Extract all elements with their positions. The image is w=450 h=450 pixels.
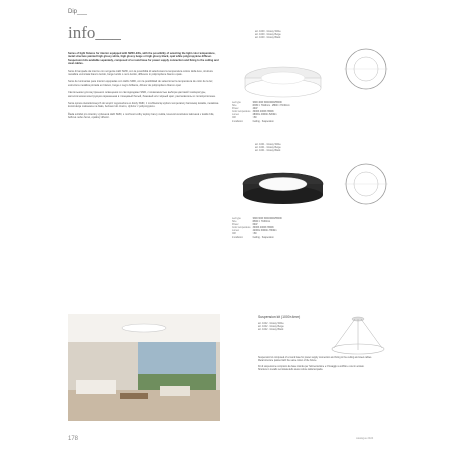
intro-cz: Řada svítidel pro interiéry vybavená LED SMD, s možností volby teploty barvy světla, kovová konstrukce lakovaná v lesklé bílé, béžové nebo černé, opálový difuzor. bbox=[68, 112, 215, 120]
intro-ru: Светильники для внутреннего освещения со светодиодами SMD, с возможностью выбора цветовой температуры, металлическая конструкция окрашенная в глянцевый белый, бежевый или чёрный цвет, рассеиватель из полипропилена. bbox=[68, 91, 216, 98]
spec-value: SMD 40W 3000/4000/6500K bbox=[252, 102, 282, 104]
interior-photo bbox=[68, 314, 220, 421]
product2-image bbox=[235, 170, 335, 206]
spec-value: 3000K 4000K 6500K bbox=[252, 227, 274, 230]
spec-label: Installation bbox=[232, 120, 243, 123]
suspension-kit-image bbox=[322, 316, 394, 356]
spec-label: Lumen bbox=[232, 230, 240, 233]
spec-label: Led type bbox=[232, 102, 241, 104]
product2-spec-table bbox=[232, 218, 282, 240]
spec-label: Power bbox=[232, 224, 239, 227]
spec-label: Color temperature bbox=[232, 227, 251, 230]
spec-label: Lumen bbox=[232, 114, 240, 117]
spec-value: 2800lm 4000lm 5200lm bbox=[252, 114, 277, 117]
suspension-title: Suspension kit (1000×4mm) bbox=[258, 315, 301, 319]
intro-es: Serie de luminarias para interior equipadas con LEDs SMD, con la posibilidad de seleccionar la temperatura de color de la luz, estructura metálica pintada en blanco, beige o negro brillante, difusor de polipropileno blanco opal. bbox=[68, 80, 214, 87]
product2-top-view bbox=[342, 160, 390, 208]
product1-spec-table bbox=[232, 102, 290, 124]
suspension-desc-it: Kit di sospensione composto da base rotonda per l'alimentazione e il fissaggio a soffitto e cavi in acciaio. bbox=[258, 366, 365, 368]
suspension-desc-en: Suspension kit composed of a round base for power supply connection and fixing to the ceiling and steel cables. bbox=[258, 357, 372, 359]
suspension-code-1: art. 1042 · Glossy White bbox=[258, 322, 284, 325]
intro-lead: Series of light fixtures for interior equipped with SMD LEDs, with the possibility of selecting the light color temperature, metal structure painted high glossy white, high glossy beige or high glossy black, opal white polypropylene diffuser. bbox=[68, 52, 216, 59]
spec-label: Installation bbox=[232, 236, 243, 239]
product1-top-view bbox=[342, 45, 390, 93]
product1-codes bbox=[255, 30, 281, 40]
spec-value: Ceiling · Suspension bbox=[252, 236, 274, 239]
spec-value: 3000K 4000K 6500K bbox=[252, 111, 274, 114]
spec-row bbox=[232, 121, 290, 124]
suspension-desc-en-2: Metal structure painted with the same colour of the fixture. bbox=[258, 360, 317, 362]
product1-code-3: art. 1040 · Glossy Black bbox=[255, 36, 281, 40]
spec-value: >80 bbox=[252, 117, 257, 120]
product2-code-3: art. 1041 · Glossy Black bbox=[255, 149, 281, 153]
spec-value: Ø600 × H130mm bbox=[252, 221, 271, 224]
product1-code-2: art. 1040 · Glossy Beige bbox=[255, 33, 281, 37]
intro-it: Serie di lampade da interno con sorgente LED SMD, con la possibilità di selezionare la temperatura colore della luce, struttura metallica verniciata bianco lucido, beige lucido o nero lucido, diffusore in polipropilene bianco opale. bbox=[68, 69, 213, 77]
suspension-code-3: art. 1042 · Glossy Black bbox=[258, 328, 284, 332]
spec-label: Color temperature bbox=[232, 111, 251, 114]
page-number: 178 bbox=[68, 436, 79, 442]
intro-lead-2: Suspension kits available separately, composed of a round base for power supply connection and fixing to the ceiling and steel cables. bbox=[68, 58, 219, 66]
suspension-desc-it-2: Struttura in metallo verniciata dello stesso colore della lampada. bbox=[258, 369, 323, 371]
spec-row bbox=[232, 237, 282, 240]
suspension-description bbox=[258, 357, 390, 372]
product1-code-1: art. 1040 · Glossy White bbox=[255, 30, 281, 33]
intro-pl: Seria opraw oświetleniowych do wnętrz wyposażona w diody SMD, z możliwością wyboru temperatury barwowej światła, metalowa konstrukcja malowana na biało, beżowo lub czarno, dyfuzor z polipropylenu. bbox=[68, 102, 219, 109]
product2-code-1: art. 1041 · Glossy White bbox=[255, 143, 281, 146]
product2-codes bbox=[255, 143, 281, 153]
intro-text bbox=[68, 52, 220, 120]
spec-value: 4200lm 6000lm 7800lm bbox=[252, 230, 277, 233]
spec-value: 60W bbox=[252, 224, 258, 227]
footer-site: catalogue 2024 bbox=[356, 437, 374, 440]
spec-label: CRI bbox=[232, 233, 236, 236]
spec-value: Ceiling · Suspension bbox=[252, 120, 274, 123]
spec-label: Led type bbox=[232, 218, 241, 220]
page-title: info___ bbox=[68, 23, 121, 42]
brand-label: Dip___ bbox=[68, 9, 88, 15]
spec-label: CRI bbox=[232, 117, 236, 120]
spec-value: Ø450 × H110mm · Ø600 × H130mm bbox=[252, 105, 290, 108]
spec-value: >80 bbox=[252, 233, 257, 236]
product1-image bbox=[235, 64, 335, 98]
suspension-code-2: art. 1042 · Glossy Beige bbox=[258, 325, 284, 329]
spec-label: Size bbox=[232, 221, 237, 224]
spec-value: 40W bbox=[252, 108, 258, 111]
suspension-codes bbox=[258, 322, 284, 332]
spec-label: Size bbox=[232, 105, 237, 108]
product2-code-2: art. 1041 · Glossy Beige bbox=[255, 146, 281, 150]
spec-value: SMD 60W 3000/4000/6500K bbox=[252, 218, 282, 220]
spec-label: Power bbox=[232, 108, 239, 111]
